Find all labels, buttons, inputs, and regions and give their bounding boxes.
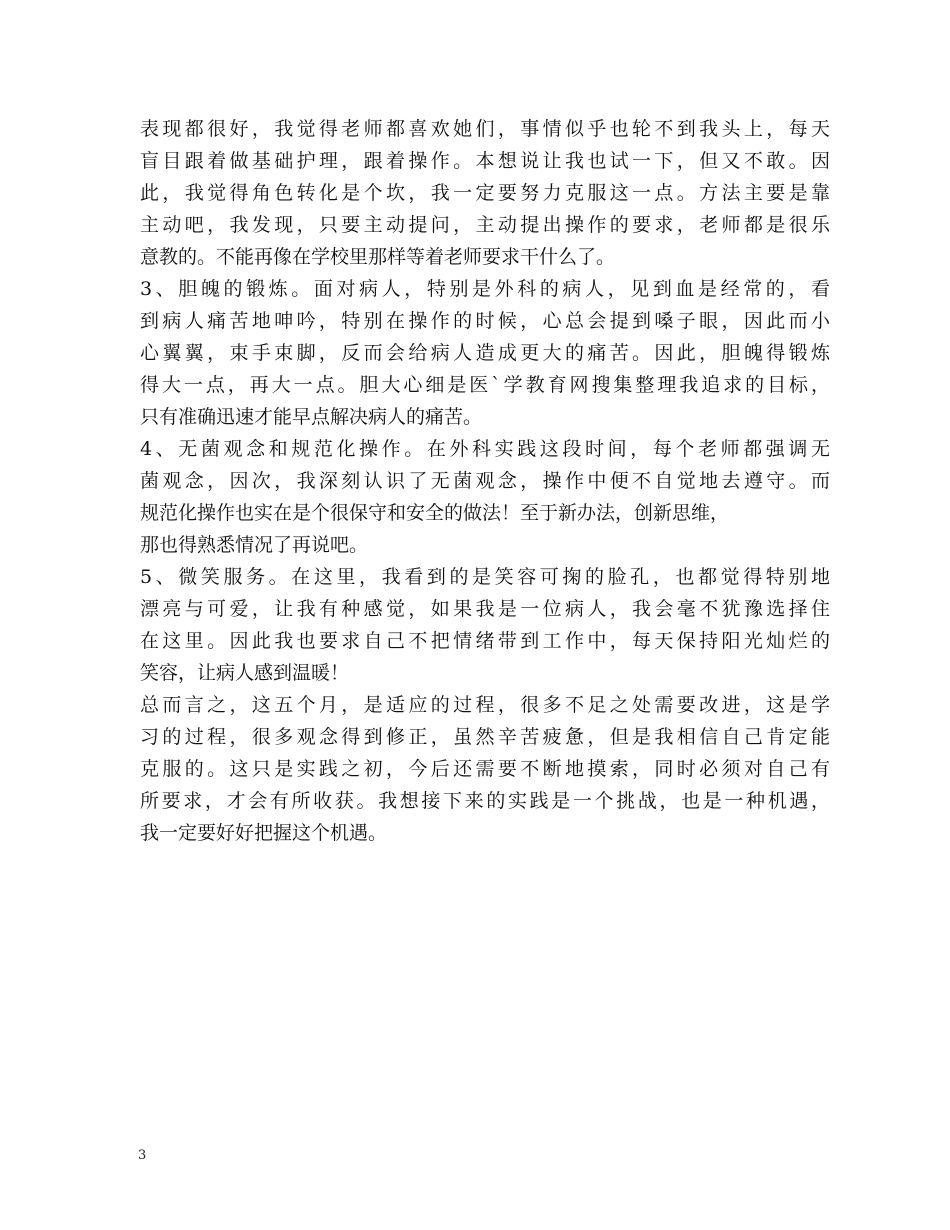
paragraph-3 [140,433,830,561]
text-line: 笑容，让病人感到温暖！ [140,662,350,684]
text-line: 我一定要好好把握这个机遇。 [140,822,388,844]
body-text [140,113,830,849]
text-line: 习的过程，很多观念得到修正，虽然辛苦疲惫，但是我相信自己肯定能 [140,726,830,748]
text-line: 意教的。不能再像在学校里那样等着老师要求干什么了。 [140,246,616,268]
text-line: 得大一点，再大一点。胆大心细是医`学教育网搜集整理我追求的目标， [140,374,830,396]
paragraph-4 [140,561,830,689]
text-line: 5、微笑服务。在这里，我看到的是笑容可掬的脸孔，也都觉得特别地 [140,566,830,588]
text-line: 3、胆魄的锻炼。面对病人，特别是外科的病人，见到血是经常的，看 [140,278,830,300]
text-line: 表现都很好，我觉得老师都喜欢她们，事情似乎也轮不到我头上，每天 [140,118,830,140]
text-line: 克服的。这只是实践之初，今后还需要不断地摸索，同时必须对自己有 [140,758,830,780]
text-line: 主动吧，我发现，只要主动提问，主动提出操作的要求，老师都是很乐 [140,214,830,236]
text-line: 只有准确迅速才能早点解决病人的痛苦。 [140,406,483,428]
text-line: 总而言之，这五个月，是适应的过程，很多不足之处需要改进，这是学 [140,694,830,716]
text-line: 漂亮与可爱，让我有种感觉，如果我是一位病人，我会毫不犹豫选择住 [140,598,830,620]
page-number: 3 [138,1148,147,1163]
text-line: 到病人痛苦地呻吟，特别在操作的时候，心总会提到嗓子眼，因此而小 [140,310,830,332]
text-line: 盲目跟着做基础护理，跟着操作。本想说让我也试一下，但又不敢。因 [140,150,830,172]
text-line: 规范化操作也实在是个很保守和安全的做法！至于新办法，创新思维， [140,502,730,524]
paragraph-2 [140,273,830,433]
text-line: 菌观念，因次，我深刻认识了无菌观念，操作中便不自觉地去遵守。而 [140,470,830,492]
text-line: 此，我觉得角色转化是个坎，我一定要努力克服这一点。方法主要是靠 [140,182,830,204]
text-line: 那也得熟悉情况了再说吧。 [140,534,369,556]
text-line: 所要求，才会有所收获。我想接下来的实践是一个挑战，也是一种机遇， [140,790,830,812]
paragraph-5 [140,689,830,849]
paragraph-1 [140,113,830,273]
text-line: 心翼翼，束手束脚，反而会给病人造成更大的痛苦。因此，胆魄得锻炼 [140,342,830,364]
text-line: 在这里。因此我也要求自己不把情绪带到工作中，每天保持阳光灿烂的 [140,630,830,652]
text-line: 4、无菌观念和规范化操作。在外科实践这段时间，每个老师都强调无 [140,438,830,460]
